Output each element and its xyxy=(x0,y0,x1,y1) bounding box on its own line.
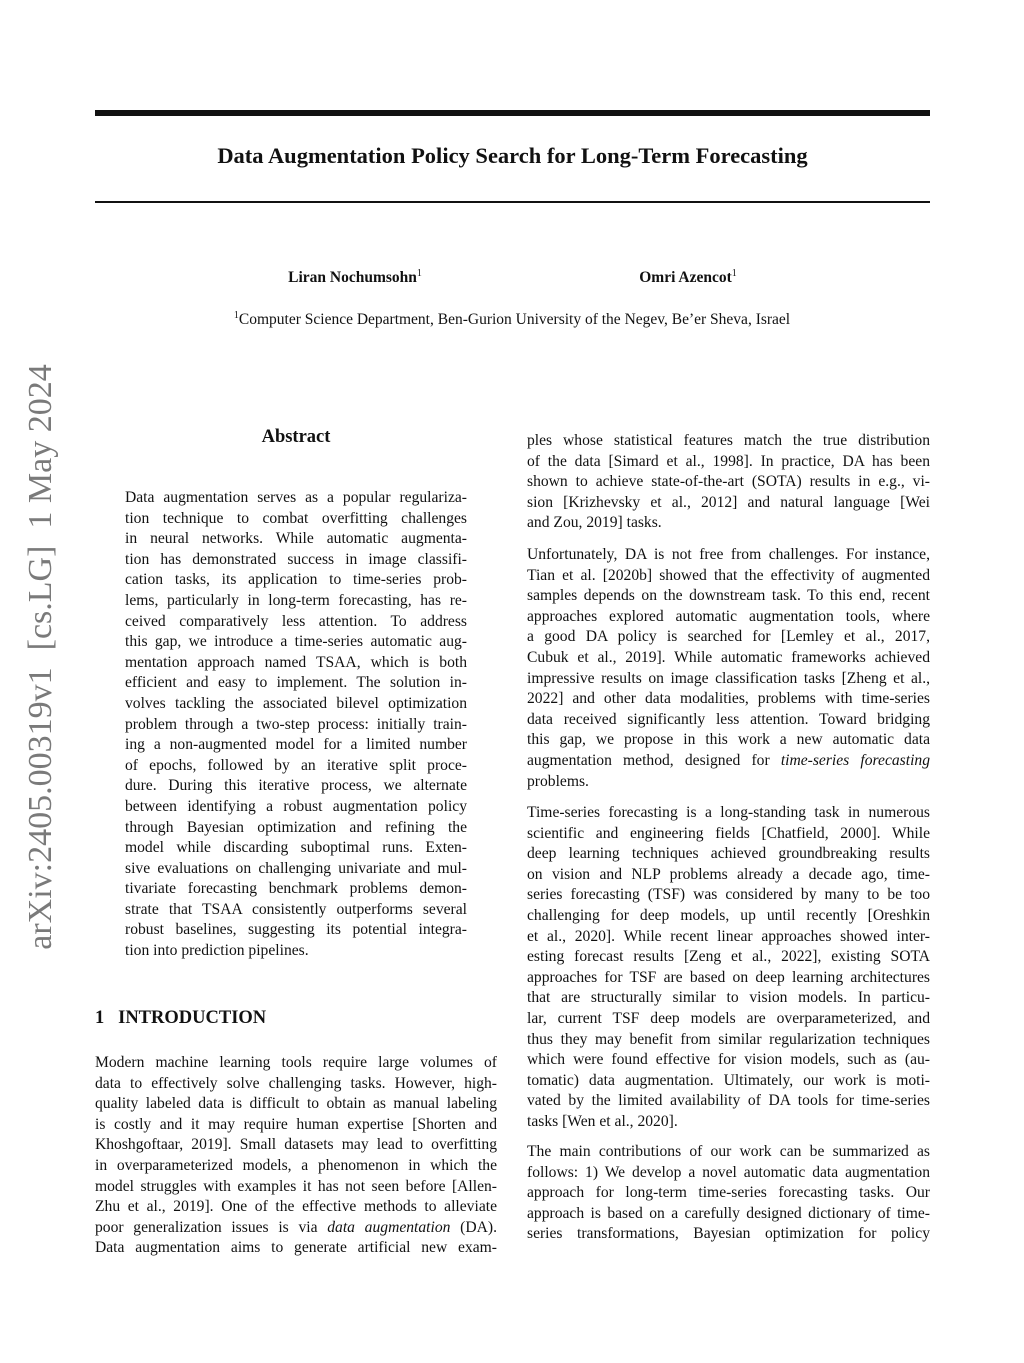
affil-mark: 1 xyxy=(233,310,239,321)
text-line xyxy=(95,1197,497,1218)
line-text: et al., 2020]. While recent linear approaches showed inter- xyxy=(527,927,930,945)
line-text: in neural networks. While automatic augmenta- xyxy=(125,530,467,548)
line-text: approach for long-term time-series forecasting tasks. Our xyxy=(527,1184,930,1202)
text-line xyxy=(527,1142,930,1163)
text-line xyxy=(527,607,930,628)
text-line xyxy=(527,1009,930,1030)
text-line xyxy=(125,509,467,530)
right-paragraph-2 xyxy=(527,545,930,792)
line-text: thus they may benefit from similar regularization techniques xyxy=(527,1030,930,1048)
line-text: data to effectively solve challenging tasks. However, high- xyxy=(95,1074,497,1092)
line-text: poor generalization issues is via data augmentation (DA). xyxy=(95,1218,497,1236)
line-text: this gap, we propose in this work a new automatic data xyxy=(527,731,930,749)
line-text: in overparameterized models, a phenomenon in which the xyxy=(95,1156,497,1174)
line-text: follows: 1) We develop a novel automatic data augmentation xyxy=(527,1163,930,1181)
section-heading-introduction xyxy=(95,1008,266,1029)
line-text: tion into prediction pipelines. xyxy=(125,942,309,960)
line-text: approach is based on a carefully designed dictionary of time- xyxy=(527,1204,930,1222)
text-line xyxy=(95,1238,497,1259)
line-text: ples whose statistical features match the true distribution xyxy=(527,432,930,449)
section-title: INTRODUCTION xyxy=(118,1008,267,1028)
line-text: that are structurally similar to vision models. In particu- xyxy=(527,989,930,1007)
text-line xyxy=(95,1218,497,1239)
text-line xyxy=(125,570,467,591)
author-affil-mark: 1 xyxy=(731,268,737,279)
paper-title: Data Augmentation Policy Search for Long-Term Forecasting xyxy=(217,143,808,168)
line-text: shown to achieve state-of-the-art (SOTA) results in e.g., vi- xyxy=(527,473,930,491)
text-line xyxy=(527,865,930,886)
line-text: sion [Krizhevsky et al., 2012] and natural language [Wei xyxy=(527,493,930,511)
text-line xyxy=(527,513,930,534)
text-line xyxy=(527,844,930,865)
text-line xyxy=(527,1204,930,1225)
text-line xyxy=(527,472,930,493)
line-text: lems, particularly in long-term forecasting, has re- xyxy=(125,591,467,609)
text-line xyxy=(527,927,930,948)
line-text: mentation approach named TSAA, which is both xyxy=(125,653,467,671)
line-text: series forecasting (TSF) was considered by many to be too xyxy=(527,886,930,904)
text-line xyxy=(527,968,930,989)
text-line xyxy=(527,452,930,473)
line-text: ing a non-augmented model for a limited number xyxy=(125,736,467,754)
text-line xyxy=(95,1094,497,1115)
text-line xyxy=(527,1183,930,1204)
line-text: of epochs, followed by an iterative split proce- xyxy=(125,756,467,774)
author-name: Omri Azencot xyxy=(639,269,732,286)
text-line xyxy=(125,591,467,612)
line-text: series transformations, Bayesian optimization for policy xyxy=(527,1225,930,1243)
abstract-heading: Abstract xyxy=(261,427,331,447)
right-paragraph-4 xyxy=(527,1142,930,1245)
line-text: Khoshgoftaar, 2019]. Small datasets may lead to overfitting xyxy=(95,1136,497,1154)
text-line xyxy=(125,653,467,674)
text-line xyxy=(125,776,467,797)
line-text: of the data [Simard et al., 1998]. In practice, DA has been xyxy=(527,452,930,470)
text-line xyxy=(125,797,467,818)
title-rule xyxy=(95,201,930,203)
line-text: cation tasks, its application to time-series prob- xyxy=(125,571,467,589)
line-text: tomatic) data augmentation. Ultimately, our work is moti- xyxy=(527,1071,930,1089)
line-text: Modern machine learning tools require large volumes of xyxy=(95,1054,497,1071)
text-line xyxy=(95,1177,497,1198)
line-text: Zhu et al., 2019]. One of the effective methods to alleviate xyxy=(95,1198,497,1216)
author-name: Liran Nochumsohn xyxy=(288,269,417,286)
abstract-text xyxy=(125,488,467,962)
line-text: impressive results on image classification tasks [Zheng et al., xyxy=(527,669,930,687)
line-text: Data augmentation serves as a popular regulariza- xyxy=(125,489,467,506)
text-line xyxy=(125,838,467,859)
text-line xyxy=(125,694,467,715)
text-line xyxy=(125,859,467,880)
line-text: model struggles with examples it has not seen before [Allen- xyxy=(95,1177,497,1195)
text-line xyxy=(527,1091,930,1112)
line-text: between identifying a robust augmentation policy xyxy=(125,797,467,815)
text-line xyxy=(527,751,930,772)
line-text: problem through a two-step process: initially train- xyxy=(125,715,467,733)
line-text: dure. During this iterative process, we alternate xyxy=(125,777,467,795)
text-line xyxy=(527,431,930,452)
line-text: robust baselines, suggesting its potential integra- xyxy=(125,921,467,939)
line-text: through Bayesian optimization and refining the xyxy=(125,818,467,836)
line-text: volves tackling the associated bilevel optimization xyxy=(125,694,467,712)
author-affil-mark: 1 xyxy=(416,268,422,279)
text-line xyxy=(95,1053,497,1074)
text-line xyxy=(527,885,930,906)
text-line xyxy=(527,493,930,514)
line-text: Data augmentation aims to generate artificial new exam- xyxy=(95,1239,497,1257)
text-line xyxy=(527,689,930,710)
text-line xyxy=(95,1115,497,1136)
line-text: and Zou, 2019] tasks. xyxy=(527,514,662,532)
affil-text: Computer Science Department, Ben-Gurion University of the Negev, Be’er Sheva, Israel xyxy=(238,311,791,328)
text-line xyxy=(125,673,467,694)
line-text: is costly and it may require human expertise [Shorten and xyxy=(95,1115,497,1133)
author-2 xyxy=(639,268,737,287)
text-line xyxy=(125,879,467,900)
line-text: approaches explored automatic augmentation tools, where xyxy=(527,607,930,625)
top-rule xyxy=(95,110,930,116)
emphasis: time-series forecasting xyxy=(780,751,930,769)
line-text: lar, current TSF deep models are overparameterized, and xyxy=(527,1009,930,1027)
text-line xyxy=(125,715,467,736)
text-line xyxy=(527,803,930,824)
text-line xyxy=(125,818,467,839)
text-line xyxy=(125,632,467,653)
line-text: tion has demonstrated success in image classifi- xyxy=(125,550,467,568)
text-line xyxy=(527,710,930,731)
text-line xyxy=(527,1224,930,1245)
line-text: scientific and engineering fields [Chatfield, 2000]. While xyxy=(527,824,930,842)
line-text: strate that TSAA consistently outperforms several xyxy=(125,900,467,918)
line-text: tivariate forecasting benchmark problems demon- xyxy=(125,880,467,898)
text-line xyxy=(125,920,467,941)
line-text: The main contributions of our work can be summarized as xyxy=(527,1143,930,1160)
line-text: model while discarding suboptimal runs. Exten- xyxy=(125,839,467,857)
text-line xyxy=(95,1074,497,1095)
line-text: esting forecast results [Zeng et al., 2022], existing SOTA xyxy=(527,948,930,966)
text-line xyxy=(527,1112,930,1133)
line-text: augmentation method, designed for time-series forecasting xyxy=(527,751,930,769)
line-text: a good DA policy is searched for [Lemley et al., 2017, xyxy=(527,628,930,646)
line-text: efficient and easy to implement. The solution in- xyxy=(125,674,467,692)
line-text: problems. xyxy=(527,772,589,790)
line-text: tion technique to combat overfitting challenges xyxy=(125,509,467,527)
line-text: ceived comparatively less attention. To address xyxy=(125,612,467,630)
line-text: tasks [Wen et al., 2020]. xyxy=(527,1112,678,1130)
line-text: Tian et al. [2020b] showed that the effectivity of augmented xyxy=(527,566,930,584)
text-line xyxy=(527,824,930,845)
text-line xyxy=(527,648,930,669)
line-text: this gap, we introduce a time-series automatic aug- xyxy=(125,633,467,651)
line-text: on vision and NLP problems already a decade ago, time- xyxy=(527,865,930,883)
right-paragraph-3 xyxy=(527,803,930,1133)
text-line xyxy=(527,566,930,587)
line-text: samples depends on the downstream task. To this end, recent xyxy=(527,587,930,605)
text-line xyxy=(527,906,930,927)
line-text: deep learning techniques achieved groundbreaking results xyxy=(527,845,930,863)
text-line xyxy=(527,627,930,648)
emphasis: data augmentation xyxy=(327,1218,451,1236)
text-line xyxy=(125,488,467,509)
text-line xyxy=(95,1156,497,1177)
affiliation xyxy=(0,310,1024,329)
right-paragraph-1 xyxy=(527,431,930,534)
text-line xyxy=(527,1030,930,1051)
line-text: quality labeled data is difficult to obtain as manual labeling xyxy=(95,1095,497,1113)
text-line xyxy=(527,1050,930,1071)
arxiv-side-label: arXiv:2405.00319v1 [cs.LG] 1 May 2024 xyxy=(22,364,59,950)
line-text: challenging for deep models, up until recently [Oreshkin xyxy=(527,906,930,924)
text-line xyxy=(95,1135,497,1156)
line-text: which were found effective for vision models, such as (au- xyxy=(527,1051,930,1069)
text-line xyxy=(125,735,467,756)
line-text: Cubuk et al., 2019]. While automatic frameworks achieved xyxy=(527,648,930,666)
text-line xyxy=(527,730,930,751)
text-line xyxy=(527,669,930,690)
text-line xyxy=(527,586,930,607)
text-line xyxy=(125,612,467,633)
text-line xyxy=(527,772,930,793)
text-line xyxy=(527,947,930,968)
text-line xyxy=(125,756,467,777)
line-text: 2022] and other data modalities, problems with time-series xyxy=(527,690,930,708)
section-number: 1 xyxy=(95,1008,105,1028)
author-1 xyxy=(288,268,422,287)
intro-paragraph xyxy=(95,1053,497,1259)
text-line xyxy=(125,550,467,571)
text-line xyxy=(527,1071,930,1092)
text-line xyxy=(527,545,930,566)
text-line xyxy=(527,1163,930,1184)
line-text: sive evaluations on challenging univariate and mul- xyxy=(125,859,467,877)
text-line xyxy=(125,529,467,550)
line-text: Unfortunately, DA is not free from challenges. For instance, xyxy=(527,546,930,563)
line-text: approaches for TSF are based on deep learning architectures xyxy=(527,968,930,986)
line-text: Time-series forecasting is a long-standing task in numerous xyxy=(527,804,930,821)
text-line xyxy=(527,988,930,1009)
text-line xyxy=(125,900,467,921)
line-text: vated by the limited availability of DA tools for time-series xyxy=(527,1092,930,1110)
line-text: data received significantly less attention. Toward bridging xyxy=(527,710,930,728)
text-line xyxy=(125,941,467,962)
